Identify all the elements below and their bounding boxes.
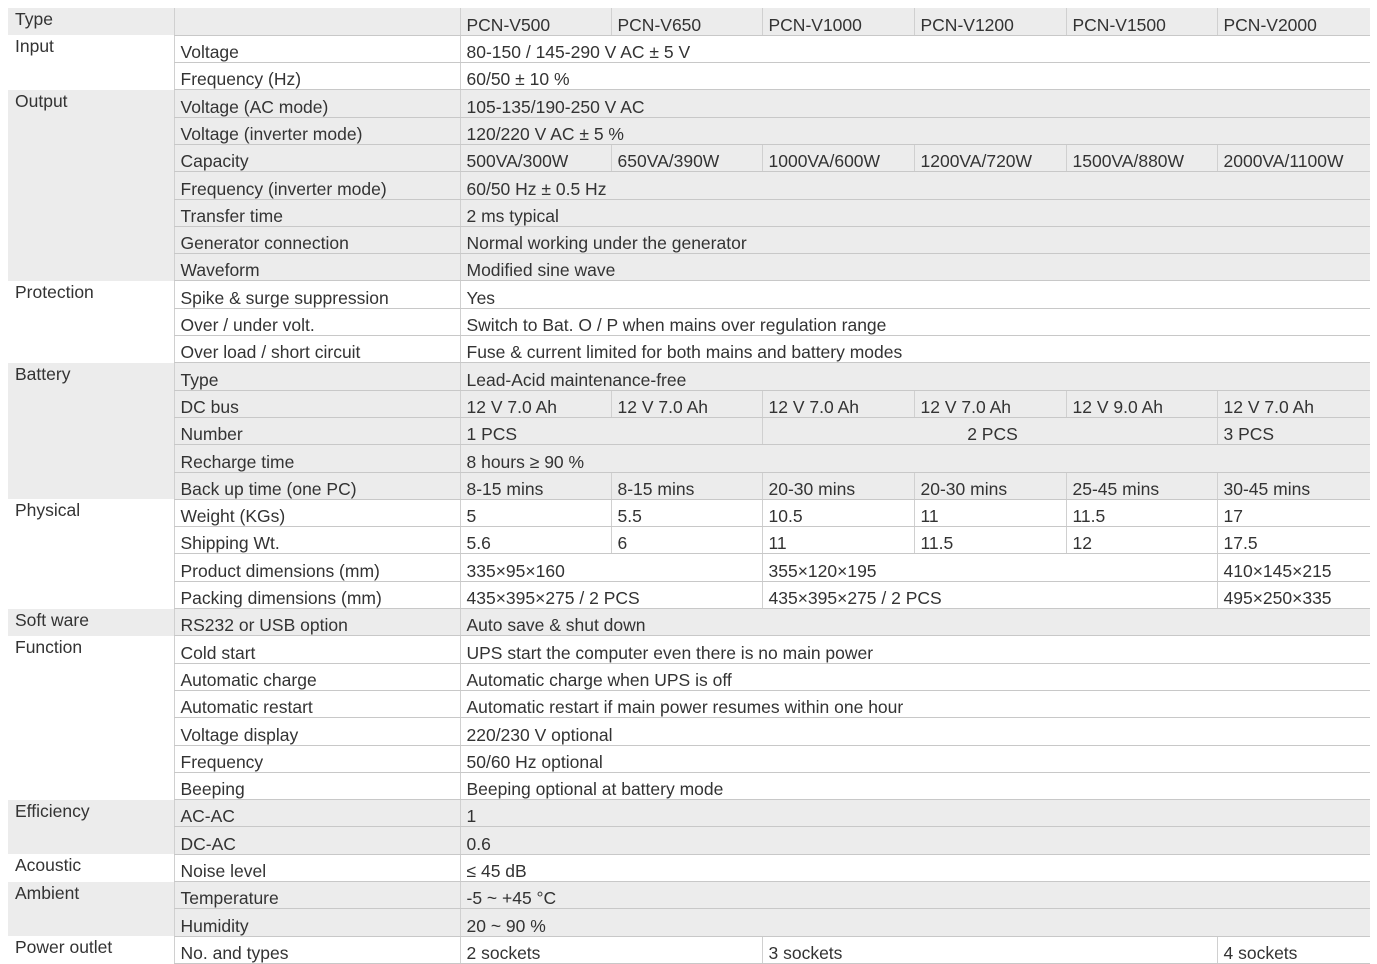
row-label: Spike & surge suppression [174, 281, 460, 308]
table-row [8, 636, 1370, 663]
group-label-output: Output [8, 90, 174, 281]
row-value: 20-30 mins [762, 472, 914, 499]
row-value: UPS start the computer even there is no main power [460, 636, 1370, 663]
row-value: 12 V 7.0 Ah [1217, 390, 1370, 417]
row-value: Fuse & current limited for both mains and battery modes [460, 336, 1370, 363]
row-label: Over / under volt. [174, 308, 460, 335]
row-value: 2 ms typical [460, 199, 1370, 226]
table-row [8, 745, 1370, 772]
row-value: Yes [460, 281, 1370, 308]
row-value: 5.6 [460, 527, 611, 554]
row-value: 11.5 [914, 527, 1066, 554]
model-header: PCN-V2000 [1217, 8, 1370, 35]
row-value: 5.5 [611, 499, 762, 526]
table-row [8, 882, 1370, 909]
row-value: 20 ~ 90 % [460, 909, 1370, 936]
row-label: Waveform [174, 254, 460, 281]
row-value: 50/60 Hz optional [460, 745, 1370, 772]
group-label-efficiency: Efficiency [8, 800, 174, 855]
table-row [8, 800, 1370, 827]
row-value: 11 [914, 499, 1066, 526]
row-value: 8 hours ≥ 90 % [460, 445, 1370, 472]
row-label: Recharge time [174, 445, 460, 472]
row-value: 4 sockets [1217, 936, 1370, 963]
row-label: Automatic charge [174, 663, 460, 690]
row-value: ≤ 45 dB [460, 854, 1370, 881]
row-value: 11.5 [1066, 499, 1217, 526]
table-row [8, 63, 1370, 90]
row-value: 1200VA/720W [914, 144, 1066, 171]
table-row [8, 718, 1370, 745]
row-value: 2000VA/1100W [1217, 144, 1370, 171]
table-row [8, 199, 1370, 226]
spec-table [8, 8, 1370, 964]
row-label: Beeping [174, 772, 460, 799]
group-label-ambient: Ambient [8, 882, 174, 937]
header-blank-cell [174, 8, 460, 35]
row-value: 12 V 7.0 Ah [762, 390, 914, 417]
group-label-input: Input [15, 36, 54, 57]
row-value: 495×250×335 [1217, 581, 1370, 608]
row-value: Modified sine wave [460, 254, 1370, 281]
row-value: 60/50 Hz ± 0.5 Hz [460, 172, 1370, 199]
row-label: DC-AC [174, 827, 460, 854]
row-value: 8-15 mins [460, 472, 611, 499]
model-header: PCN-V1000 [762, 8, 914, 35]
row-value: 2 sockets [460, 936, 762, 963]
row-value: 25-45 mins [1066, 472, 1217, 499]
row-value: 10.5 [762, 499, 914, 526]
row-value: 6 [611, 527, 762, 554]
row-value: 410×145×215 [1217, 554, 1370, 581]
group-label-software: Soft ware [8, 609, 174, 636]
row-value: 12 [1066, 527, 1217, 554]
table-row [8, 499, 1370, 526]
table-row [8, 390, 1370, 417]
row-value: 500VA/300W [460, 144, 611, 171]
group-label-power-outlet: Power outlet [15, 937, 113, 958]
row-label: Voltage display [174, 718, 460, 745]
table-row [8, 90, 1370, 117]
row-value: 5 [460, 499, 611, 526]
row-value: 0.6 [460, 827, 1370, 854]
row-value: Normal working under the generator [460, 226, 1370, 253]
type-label: Type [8, 8, 174, 35]
row-label: Generator connection [174, 226, 460, 253]
table-row [8, 527, 1370, 554]
row-label: Product dimensions (mm) [174, 554, 460, 581]
row-label: Automatic restart [174, 690, 460, 717]
model-header: PCN-V650 [611, 8, 762, 35]
row-value: 12 V 9.0 Ah [1066, 390, 1217, 417]
table-row [8, 854, 1370, 881]
row-value: 3 PCS [1217, 417, 1370, 444]
group-label-function: Function [15, 636, 83, 657]
row-value: 12 V 7.0 Ah [460, 390, 611, 417]
row-value: 1000VA/600W [762, 144, 914, 171]
table-row [8, 690, 1370, 717]
row-label: Frequency [174, 745, 460, 772]
row-value: 11 [762, 527, 914, 554]
row-value: 2 PCS [762, 417, 1217, 444]
row-label: Transfer time [174, 199, 460, 226]
row-value: 12 V 7.0 Ah [914, 390, 1066, 417]
row-label: Temperature [174, 882, 460, 909]
table-row [8, 445, 1370, 472]
row-label: Number [174, 417, 460, 444]
row-value: 1500VA/880W [1066, 144, 1217, 171]
row-value: Lead-Acid maintenance-free [460, 363, 1370, 390]
row-label: Voltage (AC mode) [174, 90, 460, 117]
row-value: Auto save & shut down [460, 609, 1370, 636]
table-row [8, 663, 1370, 690]
row-value: Switch to Bat. O / P when mains over regulation range [460, 308, 1370, 335]
row-value: 335×95×160 [460, 554, 762, 581]
row-value: 120/220 V AC ± 5 % [460, 117, 1370, 144]
table-row [8, 172, 1370, 199]
row-value: 80-150 / 145-290 V AC ± 5 V [460, 35, 1370, 62]
table-row [8, 417, 1370, 444]
table-row [8, 472, 1370, 499]
table-row [8, 363, 1370, 390]
row-value: 105-135/190-250 V AC [460, 90, 1370, 117]
row-value: 1 [460, 800, 1370, 827]
row-label: RS232 or USB option [174, 609, 460, 636]
row-label: Noise level [174, 854, 460, 881]
row-value: Automatic restart if main power resumes within one hour [460, 690, 1370, 717]
table-row [8, 254, 1370, 281]
table-row [8, 609, 1370, 636]
group-label-acoustic: Acoustic [15, 855, 82, 876]
row-label: No. and types [174, 936, 460, 963]
table-header-row [8, 8, 1370, 35]
table-row [8, 936, 1370, 963]
row-value: 650VA/390W [611, 144, 762, 171]
row-label: Humidity [174, 909, 460, 936]
table-row [8, 281, 1370, 308]
row-value: 30-45 mins [1217, 472, 1370, 499]
row-value: Automatic charge when UPS is off [460, 663, 1370, 690]
row-value: 8-15 mins [611, 472, 762, 499]
row-label: Frequency (Hz) [174, 63, 460, 90]
row-label: AC-AC [174, 800, 460, 827]
row-label: Frequency (inverter mode) [174, 172, 460, 199]
table-row [8, 226, 1370, 253]
row-value: 17.5 [1217, 527, 1370, 554]
row-label: Cold start [174, 636, 460, 663]
row-label: Voltage [174, 35, 460, 62]
row-value: -5 ~ +45 °C [460, 882, 1370, 909]
row-value: 435×395×275 / 2 PCS [762, 581, 1217, 608]
table-row [8, 144, 1370, 171]
row-label: Packing dimensions (mm) [174, 581, 460, 608]
row-label: Weight (KGs) [174, 499, 460, 526]
row-value: 435×395×275 / 2 PCS [460, 581, 762, 608]
table-row [8, 827, 1370, 854]
row-value: 1 PCS [460, 417, 762, 444]
model-header: PCN-V500 [460, 8, 611, 35]
row-label: Capacity [174, 144, 460, 171]
table-row [8, 308, 1370, 335]
row-value: 355×120×195 [762, 554, 1217, 581]
model-header: PCN-V1500 [1066, 8, 1217, 35]
group-label-battery: Battery [8, 363, 174, 499]
row-label: Over load / short circuit [174, 336, 460, 363]
row-value: 3 sockets [762, 936, 1217, 963]
row-label: Shipping Wt. [174, 527, 460, 554]
table-row [8, 554, 1370, 581]
row-label: DC bus [174, 390, 460, 417]
row-value: 60/50 ± 10 % [460, 63, 1370, 90]
row-label: Type [174, 363, 460, 390]
row-value: 20-30 mins [914, 472, 1066, 499]
row-value: 12 V 7.0 Ah [611, 390, 762, 417]
group-label-protection: Protection [15, 281, 94, 302]
table-row [8, 772, 1370, 799]
table-row [8, 909, 1370, 936]
row-value: Beeping optional at battery mode [460, 772, 1370, 799]
row-value: 220/230 V optional [460, 718, 1370, 745]
table-row [8, 581, 1370, 608]
row-label: Back up time (one PC) [174, 472, 460, 499]
row-label: Voltage (inverter mode) [174, 117, 460, 144]
table-row [8, 336, 1370, 363]
row-value: 17 [1217, 499, 1370, 526]
group-label-physical: Physical [15, 500, 81, 521]
model-header: PCN-V1200 [914, 8, 1066, 35]
table-row [8, 117, 1370, 144]
table-row [8, 35, 1370, 62]
